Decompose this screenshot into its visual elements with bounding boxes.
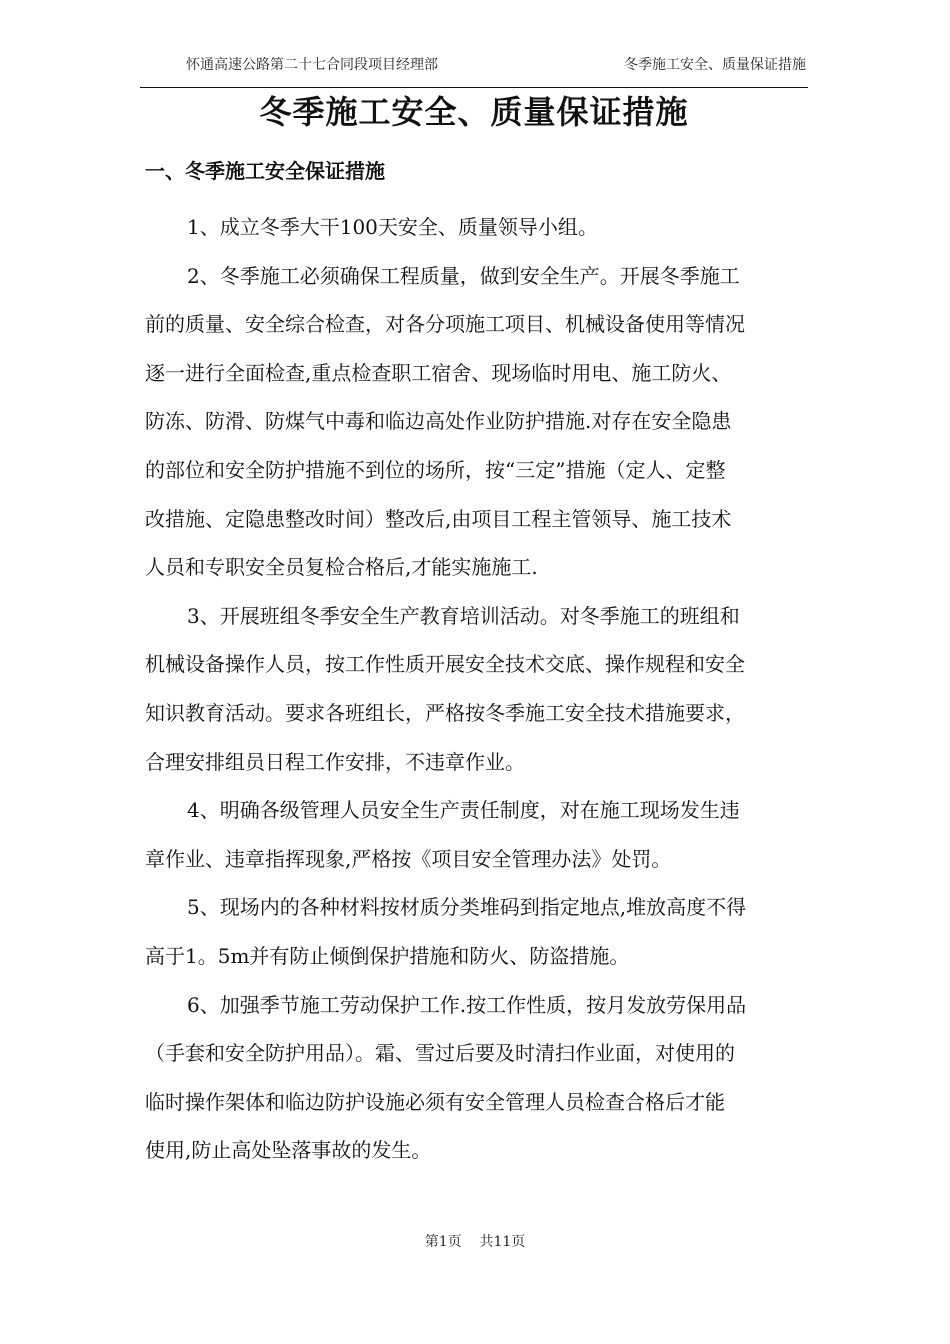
paragraph-line: 高于1。5m并有防止倾倒保护措施和防火、防盗措施。 <box>145 943 630 968</box>
document-body <box>145 203 817 1175</box>
paragraph-3 <box>145 592 817 786</box>
paragraph-line: 逐一进行全面检查,重点检查职工宿舍、现场临时用电、施工防火、 <box>145 360 732 385</box>
paragraph-line: 防冻、防滑、防煤气中毒和临边高处作业防护措施.对存在安全隐患 <box>145 409 732 434</box>
paragraph-line: 机械设备操作人员，按工作性质开展安全技术交底、操作规程和安全 <box>145 652 745 677</box>
page-footer: 第1页 共11页 <box>424 1234 526 1250</box>
paragraph-line: 知识教育活动。要求各班组长，严格按冬季施工安全技术措施要求， <box>145 700 745 725</box>
paragraph-line: 人员和专职安全员复检合格后,才能实施施工. <box>145 555 538 580</box>
paragraph-line: 1、成立冬季大干100天安全、质量领导小组。 <box>187 215 598 239</box>
paragraph-line: 章作业、违章指挥现象,严格按《项目安全管理办法》处罚。 <box>145 846 672 871</box>
paragraph-6 <box>145 981 817 1175</box>
paragraph-4 <box>145 786 817 883</box>
document-title: 冬季施工安全、质量保证措施 <box>259 93 689 131</box>
paragraph-line: 6、加强季节施工劳动保护工作.按工作性质，按月发放劳保用品 <box>187 992 747 1017</box>
paragraph-2 <box>145 252 817 592</box>
paragraph-line: 3、开展班组冬季安全生产教育培训活动。对冬季施工的班组和 <box>187 603 740 628</box>
paragraph-line: 2、冬季施工必须确保工程质量，做到安全生产。开展冬季施工 <box>187 263 740 288</box>
section-heading: 一、冬季施工安全保证措施 <box>145 159 385 183</box>
paragraph-line: 使用,防止高处坠落事故的发生。 <box>145 1138 432 1163</box>
paragraph-line: （手套和安全防护用品）。霜、雪过后要及时清扫作业面，对使用的 <box>145 1041 735 1066</box>
paragraph-5 <box>145 883 817 980</box>
page-header <box>140 54 808 76</box>
paragraph-line: 5、现场内的各种材料按材质分类堆码到指定地点,堆放高度不得 <box>187 895 747 920</box>
paragraph-line: 合理安排组员日程工作安排，不违章作业。 <box>145 749 525 774</box>
paragraph-line: 的部位和安全防护措施不到位的场所，按“三定”措施（定人、定整 <box>145 457 726 482</box>
paragraph-1 <box>145 203 817 252</box>
header-document-title: 冬季施工安全、质量保证措施 <box>624 57 806 73</box>
header-project-name: 怀通高速公路第二十七合同段项目经理部 <box>186 57 438 73</box>
paragraph-line: 前的质量、安全综合检查，对各分项施工项目、机械设备使用等情况 <box>145 312 745 337</box>
paragraph-line: 临时操作架体和临边防护设施必须有安全管理人员检查合格后才能 <box>145 1089 725 1114</box>
paragraph-line: 改措施、定隐患整改时间）整改后,由项目工程主管领导、施工技术 <box>145 506 732 531</box>
paragraph-line: 4、明确各级管理人员安全生产责任制度，对在施工现场发生违 <box>187 798 740 823</box>
